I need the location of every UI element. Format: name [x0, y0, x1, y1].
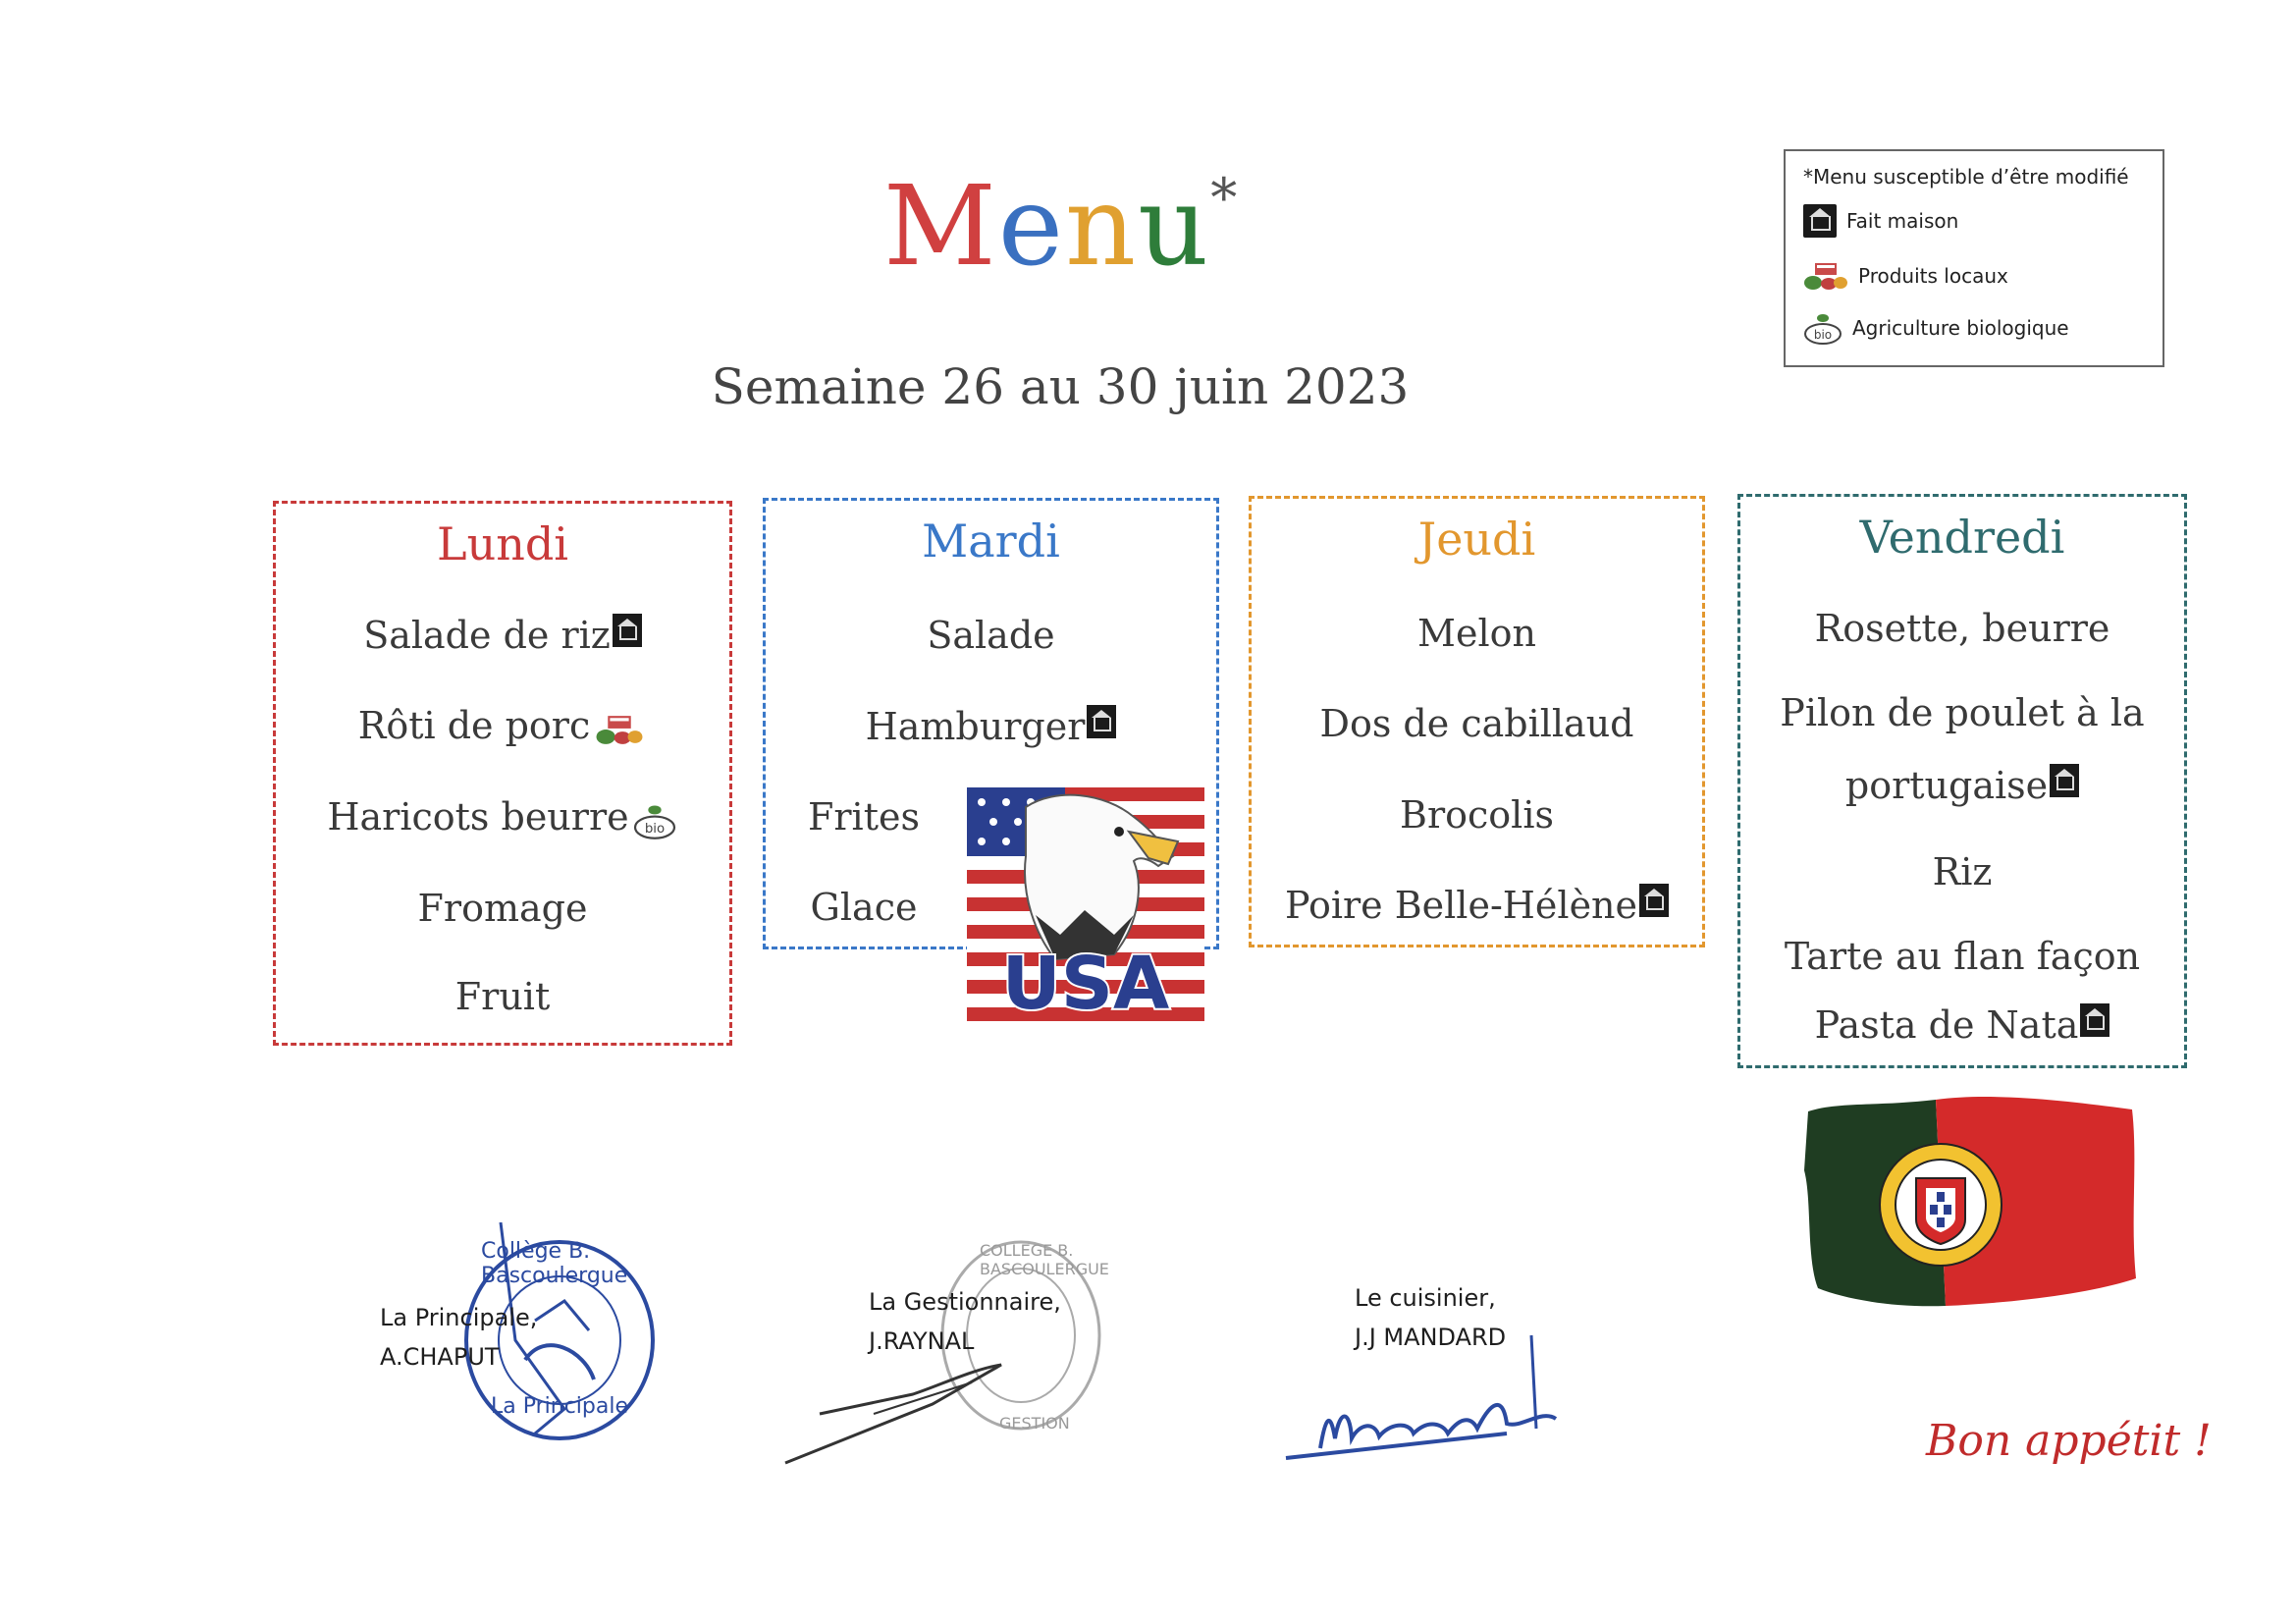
title-letter-e: e	[997, 163, 1065, 291]
menu-item: Fruit	[454, 975, 551, 1018]
principal-stamp-sub: La Principale	[491, 1394, 629, 1419]
menu-item: Fromage	[417, 887, 588, 930]
menu-item-text: Poire Belle-Hélène	[1284, 884, 1638, 927]
day-title-vendredi: Vendredi	[1859, 511, 2065, 564]
menu-item	[1252, 884, 1702, 927]
legend-label-home-made: Fait maison	[1846, 209, 1959, 233]
cook-title: Le cuisinier,	[1355, 1284, 1496, 1312]
usa-text: USA	[1001, 942, 1170, 1026]
day-title-lundi: Lundi	[437, 517, 568, 570]
menu-item-text: Pasta de Nata	[1814, 1003, 2079, 1047]
home-made-icon	[1803, 204, 1837, 238]
bio-icon	[1803, 310, 1842, 346]
day-box-vendredi	[1737, 494, 2187, 1068]
bio-icon	[631, 801, 678, 840]
menu-item	[766, 705, 1216, 748]
principal-stamp-text: Collège B. Bascoulergue	[481, 1239, 628, 1288]
legend-row-local	[1803, 261, 2008, 291]
manager-title: La Gestionnaire,	[869, 1288, 1061, 1316]
legend-note: *Menu susceptible d’être modifié	[1803, 165, 2129, 189]
menu-item	[276, 614, 729, 657]
menu-item: Pilon de poulet à la	[1780, 691, 2145, 734]
principal-name: A.CHAPUT	[380, 1343, 500, 1371]
cook-name: J.J MANDARD	[1355, 1324, 1507, 1351]
manager-stamp-sub: GESTION	[999, 1414, 1070, 1433]
usa-eagle-image	[967, 787, 1204, 1027]
menu-item: Tarte au flan façon	[1784, 935, 2141, 978]
menu-item: Brocolis	[1400, 793, 1554, 837]
local-products-icon	[1803, 261, 1848, 291]
menu-item: Frites	[808, 795, 920, 839]
menu-item	[276, 704, 729, 747]
title-asterisk: *	[1210, 167, 1240, 229]
title-letter-u: u	[1138, 163, 1211, 291]
week-subtitle: Semaine 26 au 30 juin 2023	[711, 358, 1410, 415]
manager-stamp-text: COLLEGE B. BASCOULERGUE	[980, 1241, 1109, 1278]
title-letter-n: n	[1064, 163, 1139, 291]
menu-item: Rosette, beurre	[1814, 607, 2110, 650]
menu-item-text: Rôti de porc	[357, 704, 591, 747]
menu-item: Salade	[927, 614, 1055, 657]
menu-item	[1740, 1003, 2184, 1047]
home-made-icon	[1639, 884, 1669, 917]
home-made-icon	[613, 614, 642, 647]
svg-text:bio: bio	[1813, 328, 1833, 342]
page-title	[883, 163, 1240, 291]
menu-item-text: portugaise	[1844, 764, 2049, 807]
menu-item-text: Salade de riz	[363, 614, 611, 657]
menu-item	[1740, 764, 2184, 807]
menu-item: Glace	[810, 886, 918, 929]
legend-label-local: Produits locaux	[1858, 264, 2008, 288]
menu-item-text: Hamburger	[865, 705, 1086, 748]
home-made-icon	[2080, 1003, 2109, 1037]
principal-title: La Principale,	[380, 1304, 538, 1331]
legend-label-bio: Agriculture biologique	[1852, 316, 2069, 340]
svg-text:bio: bio	[644, 821, 665, 837]
menu-item: Dos de cabillaud	[1319, 702, 1634, 745]
portugal-flag-image	[1798, 1082, 2144, 1314]
day-title-mardi: Mardi	[922, 514, 1060, 568]
cook-signature	[1281, 1330, 1605, 1468]
day-box-lundi	[273, 501, 732, 1046]
home-made-icon	[2050, 764, 2079, 797]
menu-item: Melon	[1417, 612, 1536, 655]
menu-item: Riz	[1932, 850, 1993, 893]
legend-box	[1784, 149, 2164, 367]
legend-row-home-made	[1803, 204, 1958, 238]
menu-item-text: Haricots beurre	[327, 795, 629, 839]
day-box-jeudi	[1249, 496, 1705, 947]
menu-item	[276, 795, 729, 840]
bon-appetit-text: Bon appétit !	[1926, 1416, 2212, 1466]
local-products-icon	[592, 714, 647, 745]
home-made-icon	[1087, 705, 1116, 738]
legend-row-bio	[1803, 310, 2069, 346]
title-letter-m: M	[883, 163, 998, 291]
day-title-jeudi: Jeudi	[1417, 513, 1536, 566]
manager-name: J.RAYNAL	[869, 1327, 975, 1355]
